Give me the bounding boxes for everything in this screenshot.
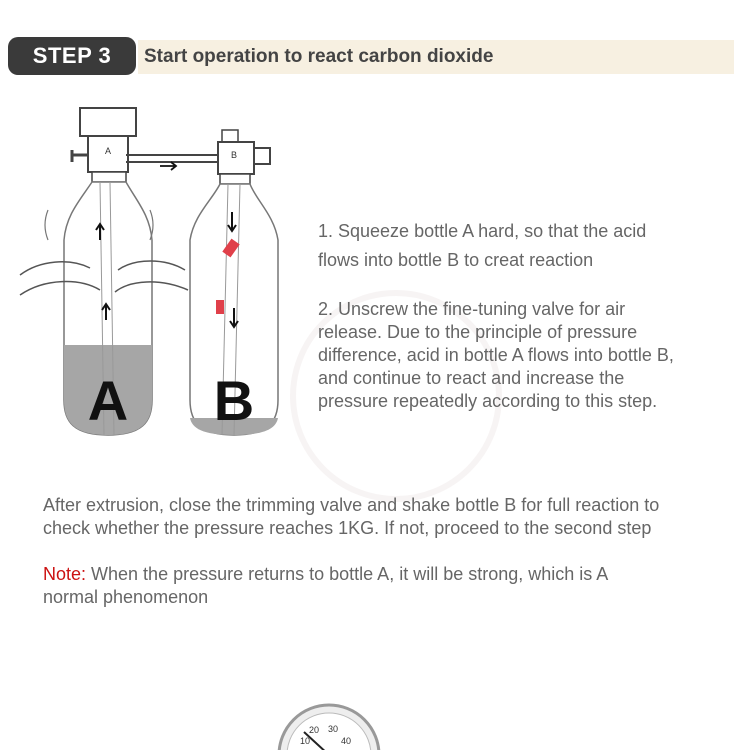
- instruction-1: 1. Squeeze bottle A hard, so that the acid flows into bottle B to creat reaction: [318, 221, 647, 270]
- svg-text:10: 10: [300, 736, 311, 746]
- bottle-a: [20, 108, 188, 435]
- svg-text:B: B: [230, 150, 238, 160]
- step-title: Start operation to react carbon dioxide: [138, 40, 734, 74]
- bottles-illustration: [0, 100, 300, 460]
- svg-text:A: A: [104, 146, 112, 156]
- svg-text:20: 20: [309, 725, 320, 735]
- after-extrusion-text: After extrusion, close the trimming valve and shake bottle B for full reaction to check whether the pressure reaches 1KG. If not, proceed to the second step: [43, 495, 660, 538]
- svg-text:A: A: [87, 369, 129, 432]
- note-label: Note:: [43, 564, 87, 584]
- svg-text:30: 30: [328, 724, 339, 734]
- bottle-b: [190, 130, 278, 435]
- pressure-gauge: [274, 700, 384, 750]
- step-badge: STEP 3: [8, 37, 136, 75]
- instruction-2: 2. Unscrew the fine-tuning valve for air release. Due to the principle of pressure difference, acid in bottle A flows into bottle B, and continue to react and increase the pressure repeatedly according to this step.: [318, 299, 674, 411]
- note-text: Note: When the pressure returns to bottle A, it will be strong, which is A normal phenomenon: [43, 564, 609, 607]
- svg-text:B: B: [213, 369, 255, 432]
- svg-text:40: 40: [341, 736, 352, 746]
